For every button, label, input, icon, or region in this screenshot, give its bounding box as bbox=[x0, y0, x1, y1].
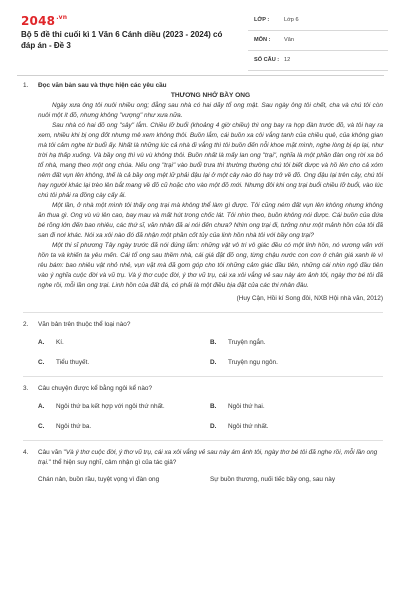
option-letter: B. bbox=[210, 339, 217, 346]
question-prompt: Văn bản trên thuộc thể loại nào? bbox=[38, 321, 131, 328]
option-text: Truyện ngụ ngôn. bbox=[228, 359, 278, 366]
meta-value: Văn bbox=[284, 37, 294, 43]
option-letter: B. bbox=[210, 403, 217, 410]
meta-key: MÔN : bbox=[254, 37, 271, 43]
question-list bbox=[23, 81, 383, 485]
option-text: Tiểu thuyết. bbox=[56, 359, 90, 366]
meta-panel bbox=[248, 11, 388, 71]
header-divider bbox=[17, 75, 384, 76]
meta-value: 12 bbox=[284, 57, 291, 63]
option-letter: D. bbox=[210, 423, 217, 430]
option-text: Ngôi thứ ba. bbox=[56, 423, 92, 430]
prompt-quote: Và ý thơ cuộc đời, ý thơ vũ trụ, cái xa xôi vắng vẻ sau này ám ảnh tôi, ngày thơ bé tôi đã nghe rồi, mỗi lần ong trại. bbox=[38, 449, 378, 466]
question-1 bbox=[23, 81, 383, 304]
meta-value: Lớp 6 bbox=[284, 17, 299, 23]
option-partial[interactable]: Sự buồn thương, nuối tiếc bầy ong, sau này bbox=[210, 476, 336, 483]
passage-paragraph: Sau nhà có hai đõ ong "sây" lắm. Chiều lỡ buổi (khoảng 4 giờ chiều) thì ong bay ra họp đàn trước đõ, và tôi hay ra xem, nhiều khi bị ong đốt nhưng mê xem không thôi. Buồn lắm, cái buồn xa côi vắng tanh của chiều quê, của không gian mà tôi cảm nghe từ buổi ấy. Nhất là những lúc cả nhà đi vắng thì tôi buồn đến nỗi khoe mặt mình, nghe lòng bị ép lại, như trời hạ thấp xuống. Và bầy ong thì vù vù không thôi. Buồn nhất là mấy lan ong "trại", nghĩa là một phần đàn ong rời xa bỏ tổ nhà, mang theo một ong chúa. Nếu ong "trại" vào buổi trưa thì thường thường chú tôi biết được và hồ lên cho cả xóm nêm đất vụn lên không, thế là cả bầy ong mệt lữ phải đậu lại ở một cây nào đó hay trở về đõ. Ong đậu lại trên cây, chú tôi hay người khác lại trèo lên bắt mang về đõ cũ hoặc cho vào một đõ mới. Nhưng đôi khi ong trại buổi chiều lỡ buổi, vào lúc chú tôi phải ra đồng cày cấy ải. bbox=[38, 122, 383, 199]
answer-options bbox=[23, 338, 383, 368]
passage-title: THƯƠNG NHỚ BẦY ONG bbox=[170, 92, 251, 99]
reading-passage bbox=[38, 91, 383, 304]
passage-paragraph: Một thi sĩ phương Tây ngày trước đã nói đúng lắm: những vật vô tri vô giác đều có một linh hồn, nó vương vấn với hồn ta và khiến ta yêu mến. Cái tổ ong sau thềm nhà, cái giá đặt đõ ong, từng chậu nước con con ở chân giá xanh lè vì rêu bám: bao nhiêu vật nhỏ nhẻ, vụn vặt mà đã gom góp cho tôi những cảm giác đầu tiên, những cái nhìn ngộ đầu tiên vào ý nghĩa cuộc đời và vũ trụ. Và ý thơ cuộc đời, ý thơ vũ trụ, cái xa xôi vắng vẻ sau này ám ảnh tôi, ngày thơ bé tôi đã nghe rồi, mỗi lần ong trại. Linh hồn của đất đá, có phải là một điều bịa đặt của các thi nhân đâu. bbox=[38, 242, 383, 289]
option-text: Truyện ngắn. bbox=[228, 339, 266, 346]
question-number: 4. bbox=[23, 449, 29, 456]
option-letter: A. bbox=[38, 339, 45, 346]
option-partial[interactable]: Chán nản, buồn rầu, tuyệt vọng vì đàn ong bbox=[38, 476, 160, 483]
option-b[interactable] bbox=[210, 338, 382, 348]
meta-row-count bbox=[248, 51, 388, 71]
option-b[interactable] bbox=[210, 402, 382, 412]
option-a[interactable] bbox=[38, 402, 210, 412]
logo-suffix: .vn bbox=[56, 14, 68, 21]
option-c[interactable] bbox=[38, 358, 210, 368]
option-letter: A. bbox=[38, 403, 45, 410]
option-c[interactable] bbox=[38, 422, 210, 432]
document-title: Bộ 5 đề thi cuối kì 1 Văn 6 Cánh diều (2023 - 2024) có đáp án - Đề 3 bbox=[21, 30, 223, 50]
option-d[interactable] bbox=[210, 422, 382, 432]
answer-options bbox=[23, 475, 383, 485]
meta-row-subject bbox=[248, 31, 388, 51]
option-letter: C. bbox=[38, 359, 45, 366]
passage-paragraph: Một lần, ở nhà một mình tôi thấy ong trại mà không thể làm gì được. Tôi cũng ném đất vụn lên không nhưng không ăn thua gì. Ong vù vù lên cao, bay mau và mất hút trong chốc lát. Tôi nhìn theo, buồn không nói được. Cái buồn của đứa bé rõng lớn đến bao nhiêu, các thứ sĩ, văn nhân đã ai nói đến chưa? Nhìn ong trại đi, tưởng như một mảnh hồn của tôi đã san đi nơi khác. Nói xa xôi nào đó đã nhận một phần cốt tủy của linh hồn nhà tôi với bầy ong trại? bbox=[38, 202, 383, 239]
question-number: 3. bbox=[23, 385, 29, 392]
meta-key: LỚP : bbox=[254, 17, 270, 23]
question-divider bbox=[23, 440, 383, 441]
passage-paragraph: Ngày xưa ông tôi nuôi nhiều ong; đằng sau nhà có hai dãy tổ ong mật. Sau ngày ông tôi chết, cha và chú tôi còn nuôi một ít đõ, nhưng không "vượng" như xưa nữa. bbox=[38, 102, 383, 119]
logo-text: 2048 bbox=[21, 14, 56, 28]
option-a[interactable] bbox=[38, 338, 210, 348]
question-2 bbox=[23, 320, 383, 330]
question-4 bbox=[23, 448, 383, 468]
question-3 bbox=[23, 384, 383, 394]
question-number: 2. bbox=[23, 321, 29, 328]
option-d[interactable] bbox=[210, 358, 382, 368]
question-prompt bbox=[38, 448, 383, 468]
question-prompt: Câu chuyện được kể bằng ngôi kể nào? bbox=[38, 385, 152, 392]
answer-options bbox=[23, 402, 383, 432]
prompt-suffix: " thể hiện suy nghĩ, cảm nhận gì của tác giả? bbox=[48, 459, 177, 466]
page-header bbox=[0, 0, 400, 70]
meta-key: SỐ CÂU : bbox=[254, 57, 280, 63]
question-divider bbox=[23, 376, 383, 377]
prompt-prefix: Câu văn " bbox=[38, 449, 66, 456]
question-divider bbox=[23, 312, 383, 313]
option-letter: C. bbox=[38, 423, 45, 430]
option-text: Kí. bbox=[56, 339, 64, 346]
option-text: Ngôi thứ ba kết hợp với ngôi thứ nhất. bbox=[56, 403, 165, 410]
question-prompt: Đọc văn bản sau và thực hiện các yêu cầu bbox=[38, 82, 167, 89]
option-text: Ngôi thứ hai. bbox=[228, 403, 265, 410]
option-letter: D. bbox=[210, 359, 217, 366]
meta-row-class bbox=[248, 11, 388, 31]
passage-source: (Huy Cận, Hồi kí Song đôi, NXB Hội nhà văn, 2012) bbox=[236, 295, 383, 302]
site-logo[interactable] bbox=[21, 14, 67, 28]
option-text: Ngôi thứ nhất. bbox=[228, 423, 269, 430]
question-number: 1. bbox=[23, 82, 29, 89]
